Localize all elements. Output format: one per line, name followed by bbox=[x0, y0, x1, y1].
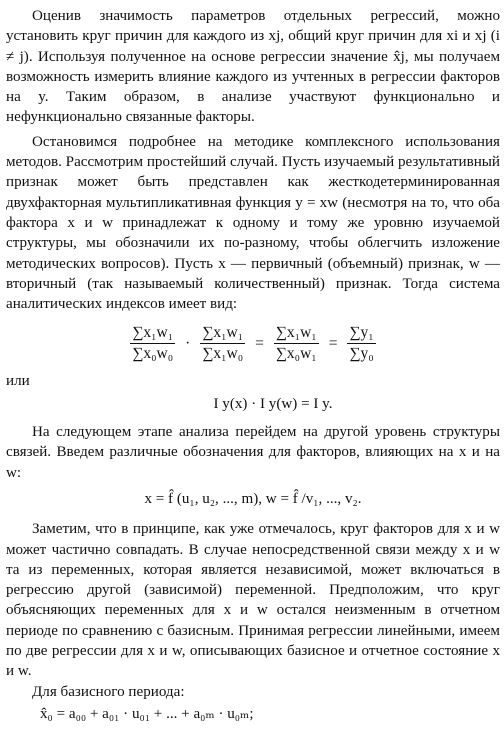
index-product-equation: I y(x) · I y(w) = I y. bbox=[213, 395, 333, 412]
fraction-4-numerator: ∑y₁ bbox=[347, 324, 375, 344]
paragraph-base-period: Для базисного периода: bbox=[32, 683, 185, 700]
fraction-3 bbox=[274, 324, 319, 363]
paragraph-factors-overlap: Заметим, что в принципе, как уже отмечалось, круг факторов для x и w может частично совпадать. В случае непосредственной связи между x и w та из переменных, которая является независимой, может включаться в регрессию другой (зависимой) переменной. Предположим, что круг объясняющих переменных для x и w остался неизменным в отчетном периоде по сравнению с базисным. Принимая регрессии линейными, имеем по две регрессии для x и w, описывающих базисное и отчетное состояние x и w. bbox=[6, 521, 500, 680]
fraction-4 bbox=[347, 324, 375, 363]
fraction-1-numerator: ∑x₁w₁ bbox=[130, 324, 175, 344]
fraction-2-denominator: ∑x₁w₀ bbox=[202, 345, 244, 363]
base-period-regression-equation: x̂₀ = a₀₀ + a₀₁ · u₀₁ + ... + a₀ₘ · u₀ₘ; bbox=[40, 705, 254, 722]
factor-function-equation: x = f̂ (u₁, u₂, ..., m), w = f̂ /v₁, ..., v₂. bbox=[144, 490, 362, 507]
fraction-3-denominator: ∑x₀w₁ bbox=[275, 345, 317, 363]
fraction-1-denominator: ∑x₀w₀ bbox=[132, 345, 174, 363]
paragraph-method: Остановимся подробнее на методике комплексного использования методов. Рассмотрим простейший случай. Пусть изучаемый результативный признак может быть представлен как жесткодетерминированная двухфакторная мультипликативная функция y = xw (несмотря на то, что оба фактора x и w принадлежат к одному и тому же уровню изучаемой структуры, мы обозначили их по-разному, чтобы облегчить изложение методических вопросов). Пусть x — первичный (объемный) признак, w — вторичный (так называемый количественный) признак. Тогда система аналитических индексов имеет вид: bbox=[6, 133, 500, 313]
paragraph-significance: Оценив значимость параметров отдельных регрессий, можно установить круг причин для каждого из xj, общий круг причин для xi и xj (i ≠ j). Используя полученное на основе регрессии значение x̂j, мы получаем возможность измерить влияние каждого из учтенных в регрессии факторов на y. Таким образом, в анализе участвуют функционально и нефункционально связанные факторы. bbox=[6, 8, 500, 126]
fraction-3-numerator: ∑x₁w₁ bbox=[274, 324, 319, 344]
index-system-equation bbox=[6, 324, 500, 363]
equals-operator: = bbox=[328, 334, 338, 352]
equals-operator: = bbox=[255, 334, 264, 352]
text-or: или bbox=[6, 373, 30, 390]
fraction-2 bbox=[200, 324, 245, 363]
paragraph-next-level: На следующем этапе анализа перейдем на другой уровень структуры связей. Введем различные обозначения для факторов, влияющих на x и на w: bbox=[6, 424, 500, 481]
multiply-operator: · bbox=[185, 334, 191, 352]
fraction-2-numerator: ∑x₁w₁ bbox=[200, 324, 245, 344]
fraction-1 bbox=[130, 324, 175, 363]
fraction-4-denominator: ∑y₀ bbox=[349, 345, 374, 363]
